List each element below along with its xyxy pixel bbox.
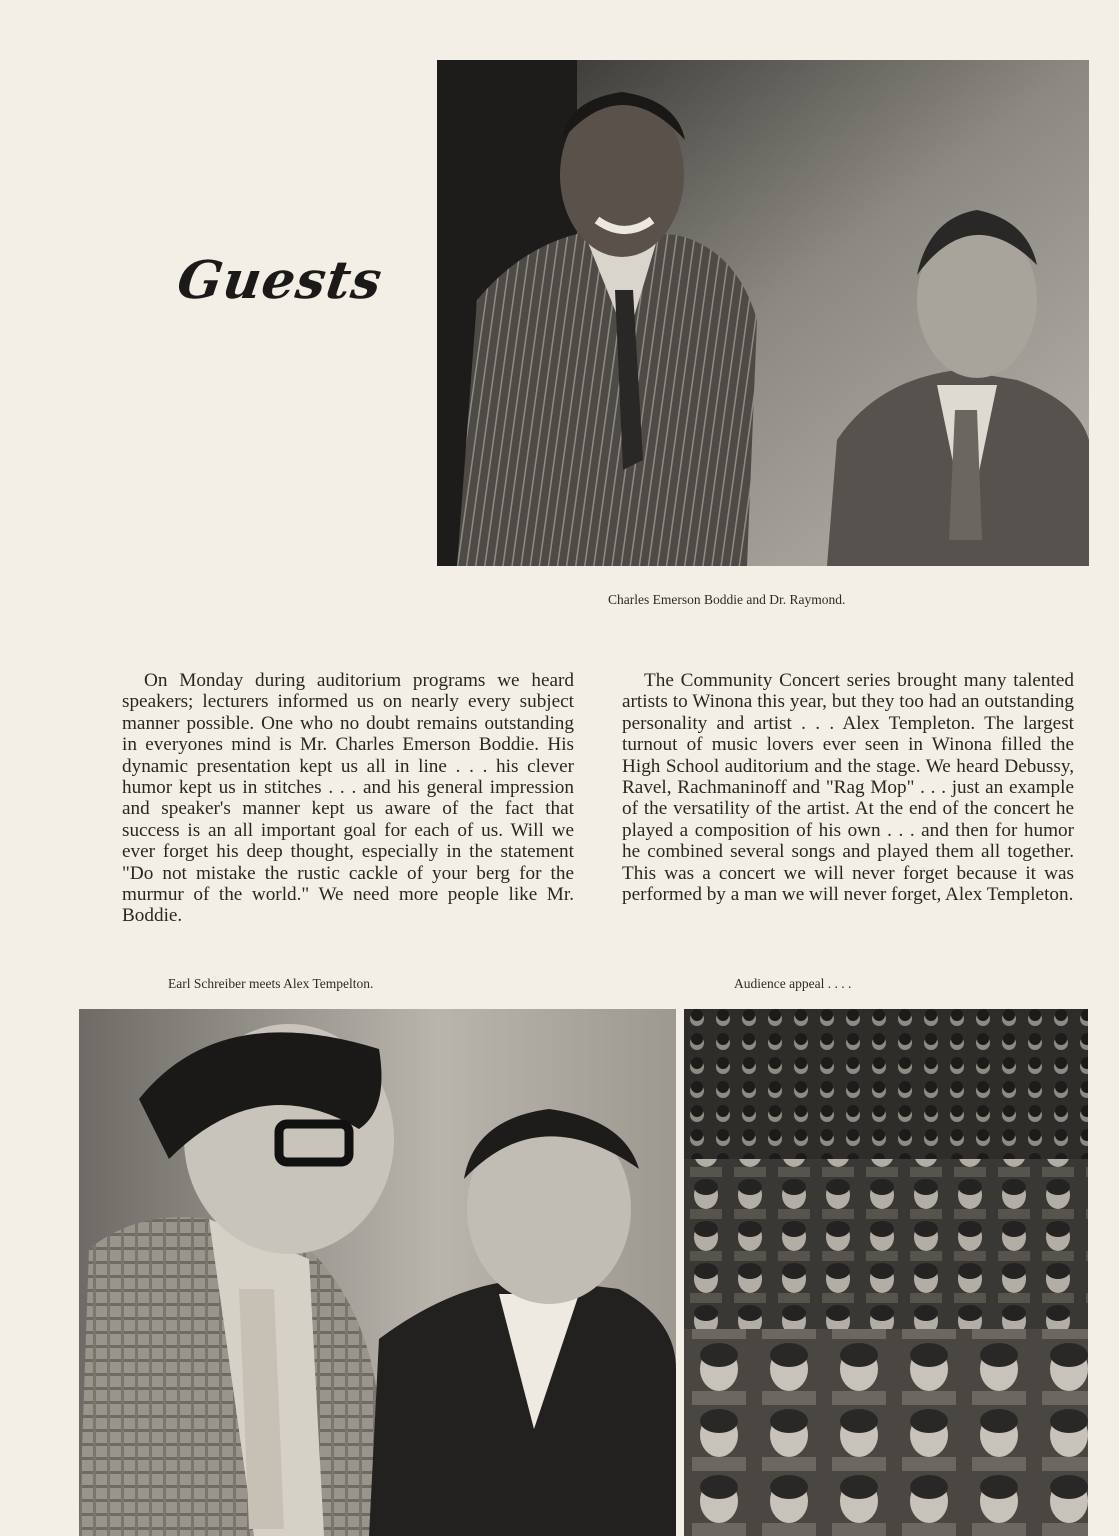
article-templeton: The Community Concert series brought many talented artists to Winona this year, but they too had an outstanding personality and artist . . . Alex Templeton. The largest turnout of music lovers ever seen in Winona filled the High School auditorium and the stage. We heard Debussy, Ravel, Rachmaninoff and "Rag Mop" . . . just an example of the versatility of the artist. At the end of the concert he played a composition of his own . . . and then for humor he combined several songs and played them all together. This was a concert we will never forget because it was performed by a man we will never forget, Alex Templeton.: [622, 670, 1074, 906]
caption-top-photo: Charles Emerson Boddie and Dr. Raymond.: [608, 592, 846, 607]
photo-schreiber-templeton: [79, 1009, 676, 1536]
photo-boddie-raymond-image: [437, 60, 1089, 566]
page-title: Guests: [173, 250, 387, 311]
caption-bottom-right-photo: Audience appeal . . . .: [734, 976, 852, 991]
photo-boddie-raymond: [437, 60, 1089, 566]
caption-bottom-left-photo: Earl Schreiber meets Alex Tempelton.: [168, 976, 374, 991]
article-boddie: On Monday during auditorium programs we heard speakers; lecturers informed us on nearly every subject manner possible. One who no doubt remains outstanding in everyones mind is Mr. Charles Emerson Boddie. His dynamic presentation kept us all in line . . . his clever humor kept us in stitches . . . and his general impression and speaker's manner kept us aware of the fact that success is an all important goal for each of us. Will we ever forget his deep thought, especially in the statement "Do not mistake the rustic cackle of your berg for the murmur of the world." We need more people like Mr. Boddie.: [122, 670, 574, 927]
photo-audience: [684, 1009, 1088, 1536]
photo-schreiber-templeton-image: [79, 1009, 676, 1536]
photo-audience-image: [684, 1009, 1088, 1536]
